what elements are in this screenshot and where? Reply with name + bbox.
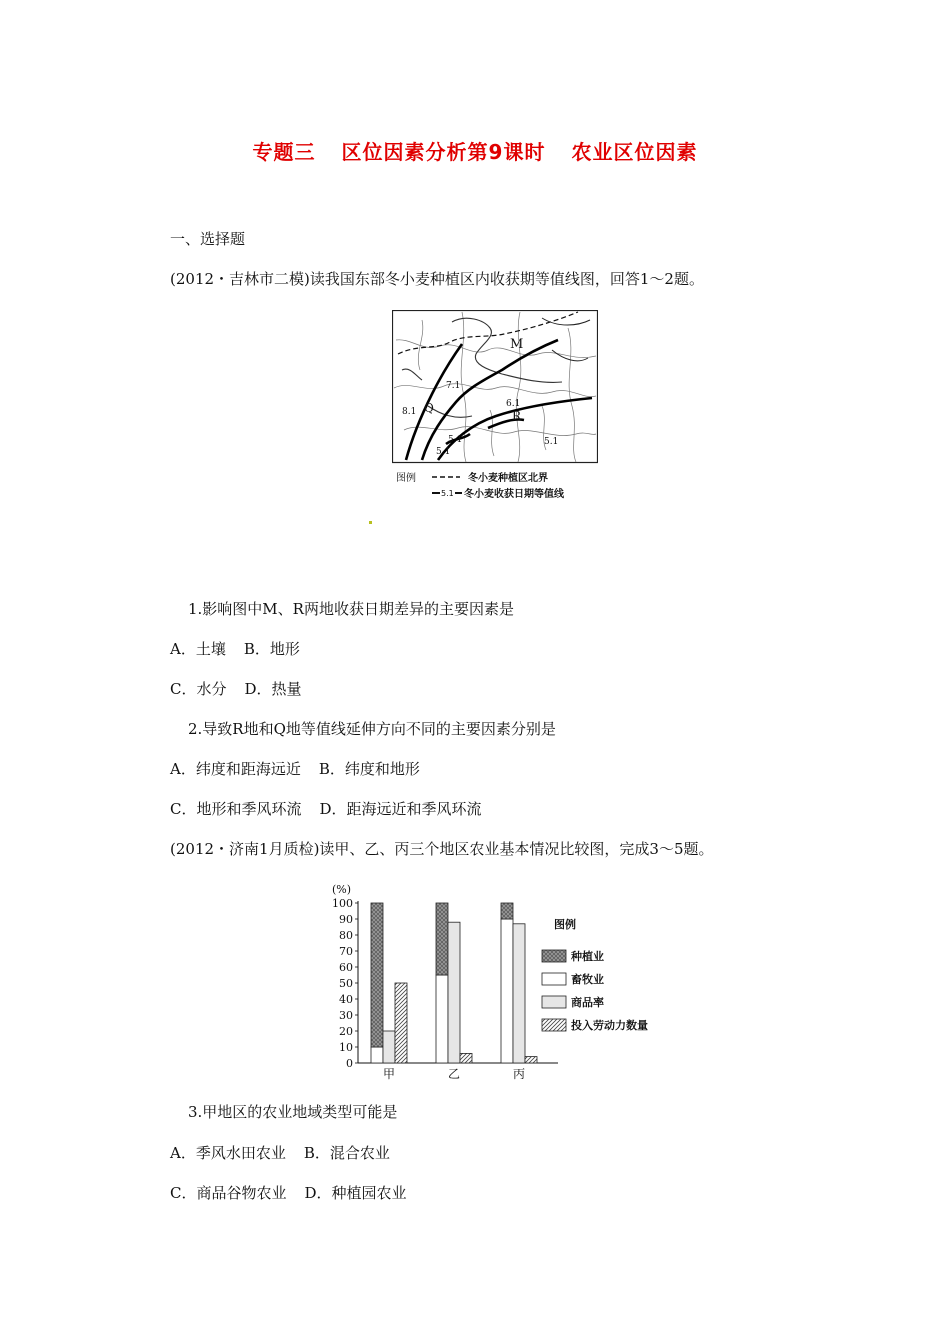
legend-swatch-diagonal-hatch: [542, 1019, 566, 1031]
isoline-label-6-1: 6.1: [506, 399, 521, 409]
map-label-m: M: [510, 337, 524, 352]
isoline-label-5-1-c: 5.1: [544, 437, 559, 447]
stray-mark: [369, 521, 372, 524]
option-b[interactable]: B．纬度和地形: [318, 760, 420, 778]
map-label-q: Q: [424, 401, 434, 415]
bar-light-gray: [383, 1031, 395, 1063]
y-tick-label: 100: [332, 897, 353, 910]
chart-legend-title: 图例: [554, 918, 576, 931]
bar-stacked-crosshatch: [436, 903, 448, 975]
y-axis-label: (%): [332, 883, 352, 896]
option-d[interactable]: D．热量: [244, 680, 302, 698]
bar-diagonal-hatch: [525, 1057, 537, 1063]
legend-swatch-light-gray: [542, 996, 566, 1008]
section-heading: 一、选择题: [170, 230, 246, 248]
bar-stacked-white: [371, 1047, 383, 1063]
isoline-label-7-1: 7.1: [446, 381, 461, 391]
bar-stacked-crosshatch: [501, 903, 513, 919]
legend-label: 畜牧业: [571, 973, 604, 986]
option-a[interactable]: A．季风水田农业: [170, 1144, 286, 1162]
intro-text-2: (2012・济南1月质检)读甲、乙、丙三个地区农业基本情况比较图，完成3～5题。: [170, 840, 714, 858]
x-tick-label: 丙: [512, 1067, 526, 1081]
bar-stacked-white: [436, 975, 448, 1063]
map-label-r: R: [512, 409, 522, 423]
bar-diagonal-hatch: [460, 1053, 472, 1063]
y-tick-label: 70: [339, 945, 353, 958]
option-b[interactable]: B．地形: [243, 640, 300, 658]
legend-swatch-white: [542, 973, 566, 985]
option-c[interactable]: C．地形和季风环流: [170, 800, 302, 818]
title-lesson: 区位因素分析第9课时: [341, 140, 546, 164]
option-a[interactable]: A．纬度和距海远近: [170, 760, 301, 778]
option-c[interactable]: C．商品谷物农业: [170, 1184, 287, 1202]
isoline-label-8-1: 8.1: [402, 407, 417, 417]
map-legend-title: 图例: [396, 473, 416, 484]
question-2-stem: 2.导致R地和Q地等值线延伸方向不同的主要因素分别是: [188, 720, 556, 738]
isoline-map: [392, 310, 598, 506]
option-d[interactable]: D．距海远近和季风环流: [319, 800, 482, 818]
question-2-options-row-2: [170, 798, 482, 819]
question-3-stem: 3.甲地区的农业地域类型可能是: [188, 1103, 398, 1121]
legend-label: 投入劳动力数量: [571, 1019, 648, 1032]
option-d[interactable]: D．种植园农业: [304, 1184, 407, 1202]
x-tick-label: 乙: [447, 1067, 461, 1081]
question-2-options-row-1: [170, 758, 420, 779]
agriculture-bar-chart: [328, 876, 668, 1086]
y-tick-label: 60: [339, 961, 353, 974]
bar-diagonal-hatch: [395, 983, 407, 1063]
question-1-stem: 1.影响图中M、R两地收获日期差异的主要因素是: [188, 600, 514, 618]
title-subject: 农业区位因素: [571, 140, 698, 164]
y-tick-label: 40: [339, 993, 353, 1006]
page-title: [0, 136, 950, 165]
map-legend-boundary: 冬小麦种植区北界: [468, 473, 548, 484]
isoline-label-5-1-a: 5.1: [448, 435, 463, 445]
y-tick-label: 80: [339, 929, 353, 942]
y-tick-label: 90: [339, 913, 353, 926]
question-3-options-row-2: [170, 1182, 407, 1203]
legend-label: 商品率: [571, 996, 604, 1009]
option-a[interactable]: A．土壤: [170, 640, 226, 658]
y-tick-label: 50: [339, 977, 353, 990]
option-b[interactable]: B．混合农业: [303, 1144, 390, 1162]
bar-stacked-white: [501, 919, 513, 1063]
y-tick-label: 30: [339, 1009, 353, 1022]
bar-light-gray: [513, 924, 525, 1063]
question-1-options-row-1: [170, 638, 300, 659]
bar-stacked-crosshatch: [371, 903, 383, 1047]
title-topic: 专题三: [252, 140, 316, 164]
legend-label: 种植业: [571, 950, 604, 963]
question-1-options-row-2: [170, 678, 302, 699]
map-legend-isoline: 冬小麦收获日期等值线: [464, 489, 564, 500]
y-tick-label: 10: [339, 1041, 353, 1054]
x-tick-label: 甲: [382, 1067, 396, 1081]
legend-swatch-crosshatch: [542, 950, 566, 962]
bar-light-gray: [448, 922, 460, 1063]
question-3-options-row-1: [170, 1142, 390, 1163]
y-tick-label: 0: [346, 1057, 353, 1070]
option-c[interactable]: C．水分: [170, 680, 227, 698]
intro-text-1: (2012・吉林市二模)读我国东部冬小麦种植区内收获期等值线图，回答1～2题。: [170, 270, 704, 288]
map-legend: [396, 471, 565, 500]
map-legend-isoline-sample: 5.1: [441, 489, 454, 498]
isoline-label-5-1-b: 5.1: [436, 447, 451, 457]
y-tick-label: 20: [339, 1025, 353, 1038]
